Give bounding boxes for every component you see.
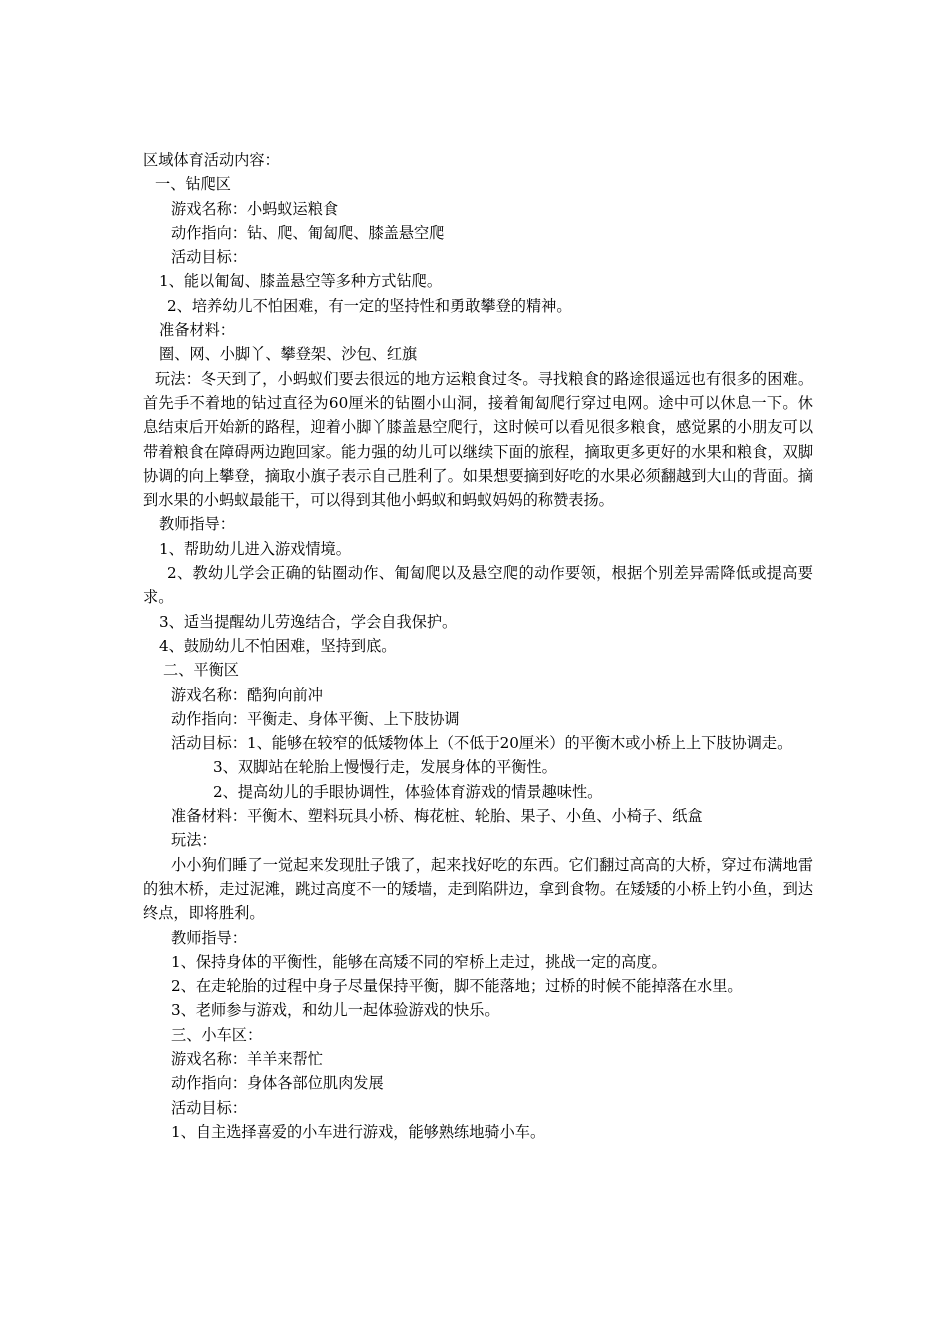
goal-item: 2、培养幼儿不怕困难，有一定的坚持性和勇敢攀登的精神。 <box>167 296 572 315</box>
action-direction: 动作指向：平衡走、身体平衡、上下肢协调 <box>171 709 460 728</box>
game-name: 游戏名称：小蚂蚁运粮食 <box>171 199 339 218</box>
section-heading-crawl: 一、钻爬区 <box>155 175 231 194</box>
teacher-guidance-label: 教师指导： <box>171 928 247 947</box>
action-direction: 动作指向：钻、爬、匍匐爬、膝盖悬空爬 <box>171 223 445 242</box>
materials-label: 准备材料： <box>159 321 235 340</box>
section-heading-cart: 三、小车区： <box>171 1025 263 1044</box>
teacher-guidance-item: 2、教幼儿学会正确的钻圈动作、匍匐爬以及悬空爬的动作要领，根据个别差异需降低或提高要求。 <box>143 564 813 607</box>
goal-label: 活动目标： <box>171 1098 247 1117</box>
goal-item: 1、能以匍匐、膝盖悬空等多种方式钻爬。 <box>159 272 443 291</box>
play-description: 玩法：冬天到了，小蚂蚁们要去很远的地方运粮食过冬。寻找粮食的路途很遥远也有很多的困难。首先手不着地的钻过直径为60厘米的钻圈小山洞，接着匍匐爬行穿过电网。途中可以休息一下。休息结束后开始新的路程，迎着小脚丫膝盖悬空爬行，这时候可以看见很多粮食，感觉累的小朋友可以带着粮食在障碍两边跑回家。能力强的幼儿可以继续下面的旅程，摘取更多更好的水果和粮食，双脚协调的向上攀登，摘取小旗子表示自己胜利了。如果想要摘到好吃的水果必须翻越到大山的背面。摘到水果的小蚂蚁最能干，可以得到其他小蚂蚁和蚂蚁妈妈的称赞表扬。 <box>143 369 813 510</box>
teacher-guidance-item: 2、在走轮胎的过程中身子尽量保持平衡，脚不能落地；过桥的时候不能掉落在水里。 <box>171 977 743 996</box>
materials-list: 准备材料：平衡木、塑料玩具小桥、梅花桩、轮胎、果子、小鱼、小椅子、纸盒 <box>171 807 703 826</box>
goal-item: 活动目标：1、能够在较窄的低矮物体上（不低于20厘米）的平衡木或小桥上上下肢协调走。 <box>171 734 793 753</box>
materials-list: 圈、网、小脚丫、攀登架、沙包、红旗 <box>159 345 418 364</box>
goal-item: 3、双脚站在轮胎上慢慢行走，发展身体的平衡性。 <box>213 758 557 777</box>
goal-item: 2、提高幼儿的手眼协调性，体验体育游戏的情景趣味性。 <box>213 782 603 801</box>
play-description: 小小狗们睡了一觉起来发现肚子饿了，起来找好吃的东西。它们翻过高高的大桥，穿过布满地雷的独木桥，走过泥滩，跳过高度不一的矮墙，走到陷阱边，拿到食物。在矮矮的小桥上钓小鱼，到达终点，即将胜利。 <box>143 855 813 923</box>
teacher-guidance-item: 3、老师参与游戏，和幼儿一起体验游戏的快乐。 <box>171 1001 500 1020</box>
goal-item: 1、自主选择喜爱的小车进行游戏，能够熟练地骑小车。 <box>171 1122 546 1141</box>
teacher-guidance-item: 1、保持身体的平衡性，能够在高矮不同的窄桥上走过，挑战一定的高度。 <box>171 952 667 971</box>
document-title: 区域体育活动内容： <box>143 151 280 169</box>
teacher-guidance-item: 1、帮助幼儿进入游戏情境。 <box>159 539 351 558</box>
teacher-guidance-item: 4、鼓励幼儿不怕困难，坚持到底。 <box>159 636 397 655</box>
section-heading-balance: 二、平衡区 <box>163 661 239 680</box>
game-name: 游戏名称：羊羊来帮忙 <box>171 1049 323 1068</box>
document-body <box>143 148 813 1144</box>
play-label: 玩法： <box>171 831 217 850</box>
goal-label: 活动目标： <box>171 248 247 267</box>
teacher-guidance-item: 3、适当提醒幼儿劳逸结合，学会自我保护。 <box>159 612 458 631</box>
action-direction: 动作指向：身体各部位肌肉发展 <box>171 1074 384 1093</box>
game-name: 游戏名称：酷狗向前冲 <box>171 685 323 704</box>
teacher-guidance-label: 教师指导： <box>159 515 235 534</box>
